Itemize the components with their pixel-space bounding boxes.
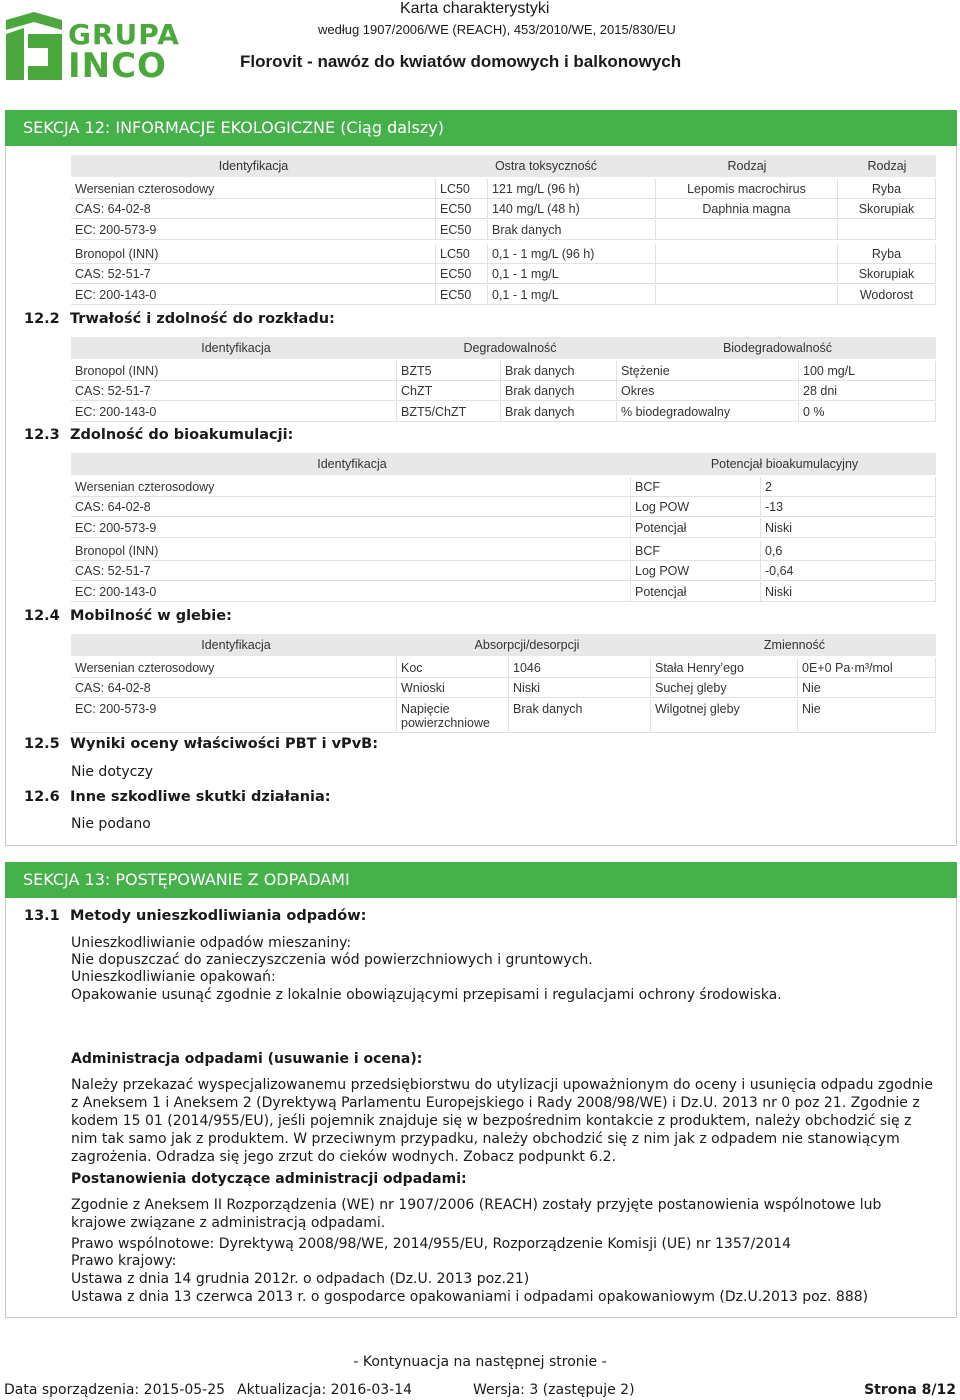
mob-header-id: Identyfikacja: [71, 634, 401, 656]
tox-cell-r5-c3: [656, 285, 838, 305]
bio-cell-r0-c0: Wersenian czterosodowy: [71, 477, 631, 497]
tox-cell-r0-c4: Ryba: [838, 179, 936, 199]
bio-cell-r4-c1: Log POW: [631, 561, 761, 581]
packaging-text: Opakowanie usunąć zgodnie z lokalnie obowiązującymi przepisami i regulacjami ochrony środowiska.: [71, 987, 782, 1003]
date-created: Data sporządzenia: 2015-05-25: [4, 1382, 226, 1398]
bio-cell-r5-c1: Potencjał: [631, 582, 761, 602]
tox-cell-r3-c1: LC50: [436, 244, 488, 264]
bio-cell-r0-c1: BCF: [631, 477, 761, 497]
tox-cell-r2-c0: EC: 200-573-9: [71, 220, 436, 240]
tox-cell-r4-c3: [656, 264, 838, 284]
doc-type: Karta charakterystyki: [400, 0, 550, 17]
mob-cell-r2-c3: Wilgotnej gleby: [651, 699, 798, 733]
regulation: według 1907/2006/WE (REACH), 453/2010/WE, 2015/830/EU: [318, 22, 676, 37]
subsection-title: Zdolność do bioakumulacji:: [70, 427, 294, 443]
tox-cell-r2-c3: [656, 220, 838, 240]
subsection-number: 12.4: [24, 608, 60, 624]
mob-cell-r0-c0: Wersenian czterosodowy: [71, 658, 397, 678]
degr-cell-r0-c2: Brak danych: [501, 361, 617, 381]
logo-text-inco: INCO: [68, 46, 167, 86]
degr-cell-r0-c1: BZT5: [397, 361, 501, 381]
section-13-band: [5, 862, 957, 898]
subsection-number: 12.2: [24, 311, 60, 327]
bio-header-id: Identyfikacja: [71, 453, 633, 475]
bio-cell-r4-c0: CAS: 52-51-7: [71, 561, 631, 581]
subsection-12-5: [24, 736, 378, 752]
subsection-number: 12.3: [24, 427, 60, 443]
provisions-title: Postanowienia dotyczące administracji odpadami:: [71, 1171, 467, 1187]
mob-cell-r0-c1: Koc: [397, 658, 509, 678]
tox-cell-r3-c4: Ryba: [838, 244, 936, 264]
tox-cell-r1-c3: Daphnia magna: [656, 199, 838, 219]
tox-header-toxicity: Ostra toksyczność: [436, 155, 656, 177]
mob-cell-r2-c1: Napięcie powierzchniowe: [397, 699, 509, 733]
subsection-number: 12.5: [24, 736, 60, 752]
tox-cell-r1-c1: EC50: [436, 199, 488, 219]
version: Wersja: 3 (zastępuje 2): [473, 1382, 635, 1398]
tox-cell-r5-c1: EC50: [436, 285, 488, 305]
tox-cell-r3-c2: 0,1 - 1 mg/L (96 h): [488, 244, 656, 264]
mob-cell-r2-c4: Nie: [798, 699, 936, 733]
other-effects: Nie podano: [71, 816, 151, 832]
subsection-number: 12.6: [24, 789, 60, 805]
tox-header-species: Rodzaj: [656, 155, 838, 177]
tox-cell-r4-c0: CAS: 52-51-7: [71, 264, 436, 284]
degr-cell-r1-c0: CAS: 52-51-7: [71, 381, 397, 401]
mob-cell-r1-c1: Wnioski: [397, 678, 509, 698]
tox-cell-r0-c2: 121 mg/L (96 h): [488, 179, 656, 199]
bio-cell-r2-c0: EC: 200-573-9: [71, 518, 631, 538]
subsection-12-3: [24, 427, 293, 443]
subsection-12-6: [24, 789, 331, 805]
degr-header-id: Identyfikacja: [71, 337, 401, 359]
date-updated: Aktualizacja: 2016-03-14: [237, 1382, 413, 1398]
degr-cell-r2-c3: % biodegradowalny: [617, 402, 799, 422]
degr-header-biodegradability: Biodegradowalność: [619, 337, 936, 359]
bio-cell-r2-c1: Potencjał: [631, 518, 761, 538]
pbt-result: Nie dotyczy: [71, 764, 153, 780]
bio-cell-r5-c2: Niski: [761, 582, 936, 602]
tox-cell-r0-c1: LC50: [436, 179, 488, 199]
degr-cell-r1-c4: 28 dni: [799, 381, 936, 401]
tox-cell-r1-c0: CAS: 64-02-8: [71, 199, 436, 219]
subsection-title: Mobilność w glebie:: [70, 608, 232, 624]
tox-cell-r5-c0: EC: 200-143-0: [71, 285, 436, 305]
provisions-text: Zgodnie z Aneksem II Rozporządzenia (WE) nr 1907/2006 (REACH) zostały przyjęte postanowienia wspólnotowe lub krajowe związane z administracją odpadami.: [71, 1197, 882, 1231]
tox-cell-r5-c2: 0,1 - 1 mg/L: [488, 285, 656, 305]
degr-cell-r0-c0: Bronopol (INN): [71, 361, 397, 381]
tox-cell-r4-c2: 0,1 - 1 mg/L: [488, 264, 656, 284]
subsection-number: 13.1: [24, 908, 60, 924]
tox-header-type: Rodzaj: [838, 155, 936, 177]
degr-cell-r2-c1: BZT5/ChZT: [397, 402, 501, 422]
tox-cell-r1-c4: Skorupiak: [838, 199, 936, 219]
national-law-1: Ustawa z dnia 14 grudnia 2012r. o odpadach (Dz.U. 2013 poz.21): [71, 1271, 530, 1287]
bio-header-potential: Potencjał bioakumulacyjny: [633, 453, 936, 475]
bio-cell-r0-c2: 2: [761, 477, 936, 497]
bio-cell-r2-c2: Niski: [761, 518, 936, 538]
mob-cell-r1-c3: Suchej gleby: [651, 678, 798, 698]
national-law-label: Prawo krajowy:: [71, 1253, 177, 1269]
mob-cell-r0-c3: Stała Henry’ego: [651, 658, 798, 678]
subsection-title: Inne szkodliwe skutki działania:: [70, 789, 331, 805]
page-number: Strona 8/12: [864, 1382, 956, 1398]
tox-cell-r2-c4: [838, 220, 936, 240]
bio-cell-r1-c2: -13: [761, 497, 936, 517]
degr-cell-r0-c4: 100 mg/L: [799, 361, 936, 381]
degr-cell-r2-c2: Brak danych: [501, 402, 617, 422]
waste-mixture-text: Nie dopuszczać do zanieczyszczenia wód powierzchniowych i gruntowych.: [71, 952, 593, 968]
tox-cell-r1-c2: 140 mg/L (48 h): [488, 199, 656, 219]
product-name: Florovit - nawóz do kwiatów domowych i balkonowych: [240, 52, 682, 71]
tox-cell-r3-c0: Bronopol (INN): [71, 244, 436, 264]
mob-cell-r1-c0: CAS: 64-02-8: [71, 678, 397, 698]
degr-cell-r1-c1: ChZT: [397, 381, 501, 401]
subsection-12-4: [24, 608, 232, 624]
bio-cell-r3-c0: Bronopol (INN): [71, 541, 631, 561]
degr-cell-r1-c2: Brak danych: [501, 381, 617, 401]
mob-cell-r2-c0: EC: 200-573-9: [71, 699, 397, 733]
admin-text: Należy przekazać wyspecjalizowanemu przedsiębiorstwu do utylizacji upoważnionym do oceny i usunięcia odpadu zgodnie z Aneksem 1 i Aneksem 2 (Dyrektywą Parlamentu Europejskiego i Rady 2008/98/WE) i Dz.U. 2013 nr 0 poz 21. Zgodnie z kodem 15 01 (2014/955/EU), jeśli pojemnik znajduje się w bezpośrednim kontakcie z produktem, należy obchodzić się z nim tak samo jak z produktem. W przeciwnym przypadku, należy obchodzić się z nim jak z odpadem nie stanowiącym zagrożenia. Odradza się jego zrzut do cieków wodnych. Zobacz podpunkt 6.2.: [71, 1077, 933, 1165]
tox-cell-r0-c0: Wersenian czterosodowy: [71, 179, 436, 199]
logo-mark-icon: [4, 12, 68, 82]
bio-cell-r1-c1: Log POW: [631, 497, 761, 517]
subsection-title: Metody unieszkodliwiania odpadów:: [70, 908, 367, 924]
tox-header-id: Identyfikacja: [71, 155, 436, 177]
mob-cell-r0-c2: 1046: [509, 658, 651, 678]
tox-cell-r3-c3: [656, 244, 838, 264]
tox-cell-r4-c1: EC50: [436, 264, 488, 284]
bio-cell-r3-c1: BCF: [631, 541, 761, 561]
tox-cell-r4-c4: Skorupiak: [838, 264, 936, 284]
company-logo: [4, 12, 184, 86]
degr-header-degradability: Degradowalność: [401, 337, 619, 359]
mob-header-volatility: Zmienność: [653, 634, 936, 656]
bio-cell-r3-c2: 0,6: [761, 541, 936, 561]
degr-cell-r0-c3: Stężenie: [617, 361, 799, 381]
mob-header-absorption: Absorpcji/desorpcji: [401, 634, 653, 656]
community-law: Prawo wspólnotowe: Dyrektywą 2008/98/WE, 2014/955/EU, Rozporządzenie Komisji (UE) nr 1357/2014: [71, 1236, 791, 1252]
degr-cell-r1-c3: Okres: [617, 381, 799, 401]
mob-cell-r1-c2: Niski: [509, 678, 651, 698]
national-law-2: Ustawa z dnia 13 czerwca 2013 r. o gospodarce opakowaniami i odpadami opakowaniowym (Dz.U.2013 poz. 888): [71, 1289, 869, 1305]
tox-cell-r5-c4: Wodorost: [838, 285, 936, 305]
subsection-12-2: [24, 311, 335, 327]
subsection-title: Wyniki oceny właściwości PBT i vPvB:: [70, 736, 378, 752]
bio-cell-r4-c2: -0,64: [761, 561, 936, 581]
section-12-band: [5, 110, 957, 146]
subsection-13-1: [24, 908, 366, 924]
waste-mixture-label: Unieszkodliwianie odpadów mieszaniny:: [71, 935, 352, 951]
tox-cell-r0-c3: Lepomis macrochirus: [656, 179, 838, 199]
mob-cell-r2-c2: Brak danych: [509, 699, 651, 733]
packaging-label: Unieszkodliwianie opakowań:: [71, 969, 276, 985]
bio-cell-r5-c0: EC: 200-143-0: [71, 582, 631, 602]
bio-cell-r1-c0: CAS: 64-02-8: [71, 497, 631, 517]
subsection-title: Trwałość i zdolność do rozkładu:: [70, 311, 335, 327]
degr-cell-r2-c4: 0 %: [799, 402, 936, 422]
section-12-title: SEKCJA 12: INFORMACJE EKOLOGICZNE (Ciąg dalszy): [23, 118, 444, 137]
mob-cell-r1-c4: Nie: [798, 678, 936, 698]
continuation-note: - Kontynuacja na następnej stronie -: [353, 1354, 607, 1370]
section-13-title: SEKCJA 13: POSTĘPOWANIE Z ODPADAMI: [23, 870, 350, 889]
mob-cell-r0-c4: 0E+0 Pa·m³/mol: [798, 658, 936, 678]
admin-title: Administracja odpadami (usuwanie i ocena):: [71, 1051, 423, 1067]
degr-cell-r2-c0: EC: 200-143-0: [71, 402, 397, 422]
tox-cell-r2-c2: Brak danych: [488, 220, 656, 240]
tox-cell-r2-c1: EC50: [436, 220, 488, 240]
logo-text-grupa: GRUPA: [68, 18, 180, 51]
